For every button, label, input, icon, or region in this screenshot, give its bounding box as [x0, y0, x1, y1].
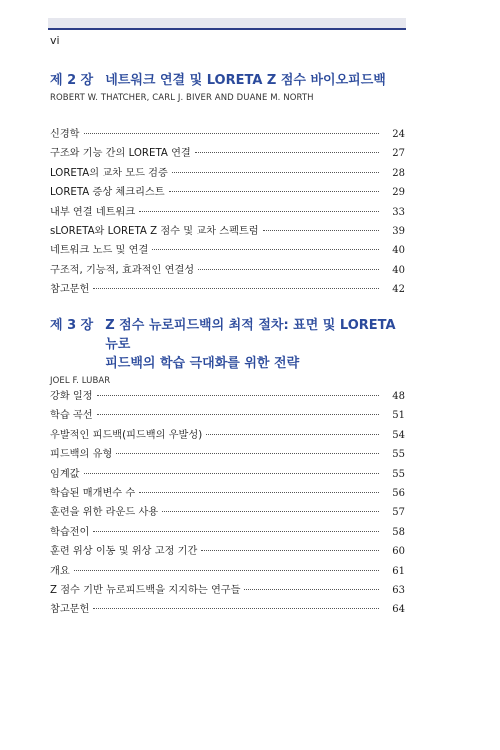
leader-dots — [97, 414, 379, 415]
toc-entry-page: 55 — [392, 468, 405, 480]
chapter-authors: JOEL F. LUBAR — [50, 376, 111, 386]
toc-entry-page: 29 — [392, 187, 405, 199]
chapter-title-line: Z 점수 뉴로피드백의 최적 절차: 표면 및 LORETA 뉴로 — [105, 318, 396, 352]
toc-entry-label: LORETA 증상 체크리스트 — [50, 187, 165, 199]
toc-entry-page: 40 — [392, 245, 405, 257]
chapter-2-heading — [50, 71, 410, 103]
chapter-3-heading — [50, 316, 410, 386]
toc-entry-page: 48 — [392, 391, 405, 402]
leader-dots — [97, 395, 379, 396]
leader-dots — [198, 269, 379, 270]
leader-dots — [162, 511, 379, 512]
leader-dots — [93, 531, 379, 532]
toc-entry[interactable] — [50, 562, 405, 581]
toc-entry[interactable] — [50, 581, 405, 600]
leader-dots — [139, 211, 379, 212]
chapter-title — [50, 71, 410, 90]
toc-entry-page: 27 — [392, 148, 405, 160]
leader-dots — [152, 249, 379, 250]
toc-entry-page: 57 — [392, 507, 405, 519]
toc-entry[interactable] — [50, 261, 405, 280]
leader-dots — [169, 191, 379, 192]
toc-entry-label: sLORETA와 LORETA Z 점수 및 교차 스펙트럼 — [50, 225, 259, 237]
toc-entry-label: 네트워크 노드 및 연결 — [50, 245, 149, 257]
toc-entry[interactable] — [50, 387, 405, 406]
toc-entry[interactable] — [50, 484, 405, 503]
leader-dots — [244, 589, 379, 590]
toc-entry[interactable] — [50, 600, 405, 619]
toc-entry[interactable] — [50, 222, 405, 241]
chapter-title — [50, 316, 410, 373]
leader-dots — [139, 492, 379, 493]
toc-entry[interactable] — [50, 503, 405, 522]
chapter-2-toc — [50, 125, 405, 300]
header-rule — [48, 28, 406, 30]
toc-entry[interactable] — [50, 241, 405, 260]
toc-entry-label: 구조와 기능 간의 LORETA 연결 — [50, 148, 191, 160]
toc-entry-label: 학습전이 — [50, 526, 90, 538]
toc-entry-page: 54 — [392, 429, 405, 441]
chapter-title-line: 피드백의 학습 극대화를 위한 전략 — [105, 356, 300, 371]
header-band — [48, 18, 406, 28]
toc-entry-label: 참고문헌 — [50, 604, 90, 616]
chapter-number: 제 3 장 — [50, 318, 94, 333]
toc-entry[interactable] — [50, 280, 405, 299]
toc-entry-page: 39 — [392, 225, 405, 237]
leader-dots — [93, 608, 379, 609]
toc-entry-page: 64 — [392, 604, 405, 616]
toc-entry-page: 33 — [392, 206, 405, 218]
toc-entry-label: 학습된 매개변수 수 — [50, 487, 136, 499]
toc-entry-page: 60 — [392, 546, 405, 558]
toc-entry-label: 우발적인 피드백(피드백의 우발성) — [50, 429, 203, 441]
chapter-title-text — [105, 316, 410, 373]
toc-entry[interactable] — [50, 445, 405, 464]
leader-dots — [201, 550, 379, 551]
leader-dots — [116, 453, 379, 454]
toc-entry-label: 구조적, 기능적, 효과적인 연결성 — [50, 264, 195, 276]
toc-entry[interactable] — [50, 144, 405, 163]
leader-dots — [263, 230, 379, 231]
leader-dots — [84, 473, 379, 474]
leader-dots — [84, 133, 379, 134]
toc-entry[interactable] — [50, 523, 405, 542]
toc-entry-label: 훈련 위상 이동 및 위상 고정 기간 — [50, 546, 198, 558]
toc-entry-label: 신경학 — [50, 129, 80, 140]
leader-dots — [74, 570, 379, 571]
toc-entry[interactable] — [50, 164, 405, 183]
toc-entry-page: 51 — [392, 410, 405, 422]
toc-entry[interactable] — [50, 203, 405, 222]
toc-entry-page: 28 — [392, 167, 405, 179]
leader-dots — [93, 288, 379, 289]
toc-entry-label: 피드백의 유형 — [50, 449, 113, 461]
toc-entry-page: 61 — [392, 565, 405, 577]
toc-entry[interactable] — [50, 542, 405, 561]
toc-entry-page: 58 — [392, 526, 405, 538]
toc-entry[interactable] — [50, 183, 405, 202]
toc-entry-label: 학습 곡선 — [50, 410, 93, 422]
toc-entry-label: 강화 일정 — [50, 391, 93, 402]
toc-entry[interactable] — [50, 426, 405, 445]
chapter-title-line: 네트워크 연결 및 LORETA Z 점수 바이오피드백 — [105, 73, 386, 88]
toc-entry-page: 24 — [392, 129, 405, 140]
toc-entry-label: 임계값 — [50, 468, 80, 480]
toc-entry[interactable] — [50, 465, 405, 484]
leader-dots — [172, 172, 379, 173]
chapter-number: 제 2 장 — [50, 73, 94, 88]
page-number: vi — [50, 34, 60, 47]
toc-entry-label: LORETA의 교차 모드 검증 — [50, 167, 168, 179]
toc-entry[interactable] — [50, 125, 405, 144]
toc-entry-page: 56 — [392, 487, 405, 499]
toc-entry-page: 40 — [392, 264, 405, 276]
leader-dots — [206, 434, 379, 435]
toc-entry-label: 내부 연결 네트워크 — [50, 206, 136, 218]
leader-dots — [195, 152, 379, 153]
toc-entry-page: 55 — [392, 449, 405, 461]
chapter-authors: ROBERT W. THATCHER, CARL J. BIVER AND DUANE M. NORTH — [50, 93, 314, 103]
chapter-title-text — [105, 71, 410, 90]
toc-entry[interactable] — [50, 406, 405, 425]
toc-entry-page: 42 — [392, 284, 405, 296]
toc-entry-label: Z 점수 기반 뉴로피드백을 지지하는 연구들 — [50, 584, 241, 596]
toc-entry-label: 개요 — [50, 565, 70, 577]
chapter-3-toc — [50, 387, 405, 620]
toc-entry-label: 훈련을 위한 라운드 사용 — [50, 507, 159, 519]
toc-entry-label: 참고문헌 — [50, 284, 90, 296]
toc-entry-page: 63 — [392, 584, 405, 596]
